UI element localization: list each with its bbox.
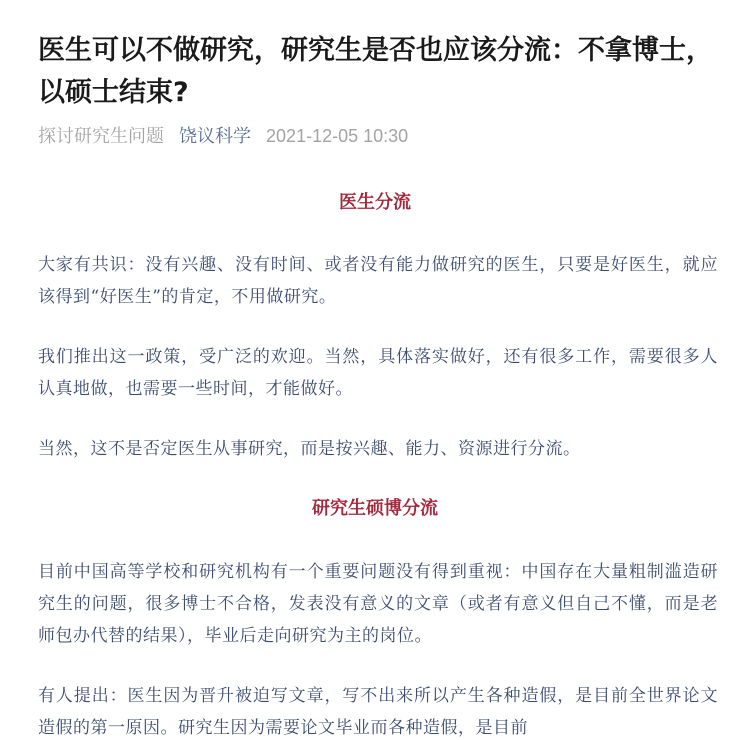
paragraph: 目前中国高等学校和研究机构有一个重要问题没有得到重视：中国存在大量粗制滥造研究生的问题，很多博士不合格，发表没有意义的文章（或者有意义但自己不懂，而是老师包办代替的结果），毕业后走向研究为主的岗位。	[38, 562, 718, 646]
paragraph: 我们推出这一政策，受广泛的欢迎。当然，具体落实做好，还有很多工作，需要很多人认真地做，也需要一些时间，才能做好。	[38, 347, 718, 399]
article-meta	[38, 123, 418, 149]
section-heading-doctor-streaming: 医生分流	[339, 192, 411, 213]
paragraph: 大家有共识：没有兴趣、没有时间、或者没有能力做研究的医生，只要是好医生，就应该得到“好医生”的肯定，不用做研究。	[38, 255, 718, 307]
paragraph: 有人提出：医生因为晋升被迫写文章，写不出来所以产生各种造假，是目前全世界论文造假的第一原因。研究生因为需要论文毕业而各种造假，是目前	[38, 686, 718, 738]
article-title: 医生可以不做研究，研究生是否也应该分流：不拿博士，以硕士结束?	[38, 35, 713, 108]
publish-datetime: 2021-12-05 10:30	[266, 126, 409, 146]
account-name-link[interactable]: 饶议科学	[179, 126, 252, 146]
article-source: 探讨研究生问题	[38, 126, 164, 146]
paragraph: 当然，这不是否定医生从事研究，而是按兴趣、能力、资源进行分流。	[38, 439, 581, 459]
section-heading-graduate-streaming: 研究生硕博分流	[312, 498, 438, 519]
